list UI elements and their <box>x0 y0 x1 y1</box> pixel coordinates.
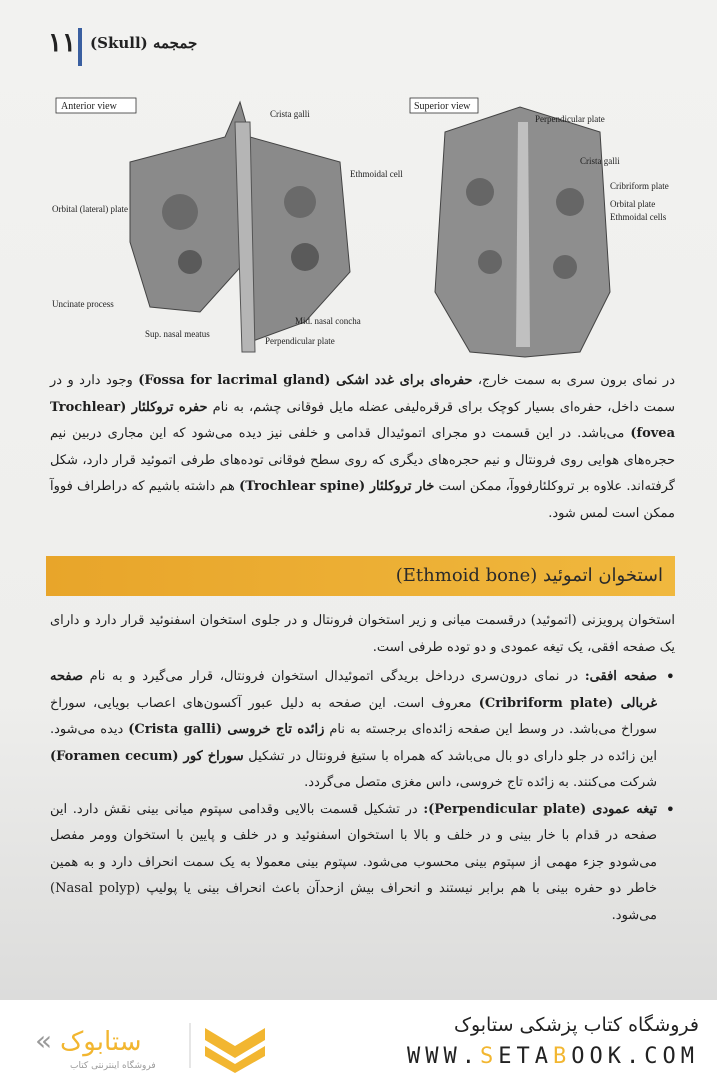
text: معروف است. این صفحه به دلیل عبور آکسون‌های اعصاب بویایی، سوراخ سوراخ می‌باشد. در وسط این صفحه زائده‌ای برجسته به نام <box>50 695 658 737</box>
ethmoid-figure <box>50 92 680 362</box>
text: شرکت می‌کنند. به زائده تاج خروسی، داس مغزی متصل می‌گردد. <box>304 775 657 790</box>
term-lacrimal-fossa: حفره‌ای برای غدد اشکی (Fossa for lacrimal gland) <box>138 373 473 388</box>
svg-text:«: « <box>35 1024 53 1057</box>
text: می‌باشد. در این قسمت دو مجرای اتموئیدال قدامی و خلفی نیز دیده می‌شود که این مجاری دربین نیم حجره‌های هوایی روی فرونتال و نیم حجره‌های دیگری که روی سطح فوقانی توده‌های طرفی اتموئید قرار دارد، شکل گرفته‌اند. علاوه بر تروکلئارفووآ، ممکن است <box>50 426 675 494</box>
label-crista-galli-sup: Crista galli <box>580 156 620 166</box>
intro-paragraph <box>50 368 675 527</box>
text: وجود دارد و در سمت داخل، حفره‌ای بسیار کوچک برای قرقره‌لیفی عضله مایل فوقانی چشم، به نام <box>50 373 675 415</box>
setabook-logo <box>30 1018 280 1073</box>
text: دیده می‌شود. این زائده در جلو دارای دو بال می‌باشد که همراه با ستیغ فرونتال در تشکیل <box>50 722 657 764</box>
svg-text:فروشگاه اینترنتی کتاب: فروشگاه اینترنتی کتاب <box>70 1061 156 1071</box>
superior-view-title: Superior view <box>414 101 471 112</box>
label-orbital-plate: Orbital (lateral) plate <box>52 204 128 214</box>
term-trochlear-fovea: حفره تروکلئار (Trochlear fovea) <box>50 399 675 441</box>
text: در تشکیل قسمت بالایی وقدامی سپتوم میانی بینی نقش دارد. این صفحه در قدام با خار بینی و در خلف و بالا با استخوان اسفنوئید و در خلف و پایین با استخوان ‌وومر مفصل می‌شودو جزء مهمی از سپتوم بینی محسوب می‌شود. سپتوم بینی معمولا به یک سمت انحراف دارد و به همین خاطر دو حفره بینی با هم برابر نیستند و انحراف بیش ازحدآن باعث انحراف بینی یا پولیپ (Nasal polyp) می‌شود. <box>50 801 658 923</box>
term-perpendicular-plate: تیغه عمودی (Perpendicular plate): <box>423 801 657 817</box>
bullet-list <box>50 664 675 929</box>
term-horizontal-plate: صفحه افقی: <box>584 669 657 684</box>
superior-view-illustration <box>410 98 669 357</box>
label-mid-nasal-concha: Mid. nasal concha <box>295 316 361 326</box>
text: هم داشته باشیم که دراطراف فووآ ممکن است لمس شود. <box>50 479 675 521</box>
store-name: فروشگاه کتاب پزشکی ستابوک <box>453 1014 699 1036</box>
anterior-view-illustration <box>52 98 403 352</box>
label-ethmoidal-cell: Ethmoidal cell <box>350 169 403 179</box>
label-crista-galli: Crista galli <box>270 109 310 119</box>
list-item <box>50 664 675 797</box>
section-heading: استخوان اتموئید (Ethmoid bone) <box>46 556 675 596</box>
section-intro: استخوان پرویزنی (اتموئید) درقسمت میانی و زیر استخوان فرونتال و در جلوی استخوان اسفنوئید قرار دارد و دارای یک صفحه افقی، یک تیغه عمودی و دو توده طرفی است. <box>50 613 675 655</box>
label-uncinate-process: Uncinate process <box>52 299 114 309</box>
label-perpendicular-plate-sup: Perpendicular plate <box>535 114 605 124</box>
page-number: ۱۱ <box>48 28 76 58</box>
term-crista-galli: زائده تاج خروسی (Crista galli) <box>128 722 325 737</box>
list-item <box>50 797 675 930</box>
svg-text:ستابوک: ستابوک <box>60 1027 142 1057</box>
label-orbital-plate-sup: Orbital plate <box>610 199 656 209</box>
page-header <box>48 28 677 68</box>
store-footer <box>0 1000 717 1080</box>
chapter-title: جمجمه (Skull) <box>90 34 198 52</box>
anterior-view-title: Anterior view <box>61 101 117 112</box>
term-trochlear-spine: خار تروکلئار (Trochlear spine) <box>239 479 435 494</box>
term-foramen-cecum: سوراخ کور (Foramen cecum) <box>50 748 244 764</box>
label-perpendicular-plate: Perpendicular plate <box>265 336 335 346</box>
text: در نمای درون‌سری درداخل بریدگی اتموئیدال استخوان فرونتال، قرار می‌گیرد و به نام <box>82 669 585 684</box>
term-cribriform-plate: صفحه غربالی (Cribriform plate) <box>50 669 657 711</box>
header-divider <box>78 28 82 66</box>
store-url[interactable]: WWW.SETABOOK.COM <box>407 1044 699 1069</box>
label-sup-nasal-meatus: Sup. nasal meatus <box>145 329 210 339</box>
label-cribriform-plate: Cribriform plate <box>610 181 669 191</box>
text: در نمای برون سری به سمت خارج، <box>472 373 675 388</box>
label-ethmoidal-cells: Ethmoidal cells <box>610 212 667 222</box>
